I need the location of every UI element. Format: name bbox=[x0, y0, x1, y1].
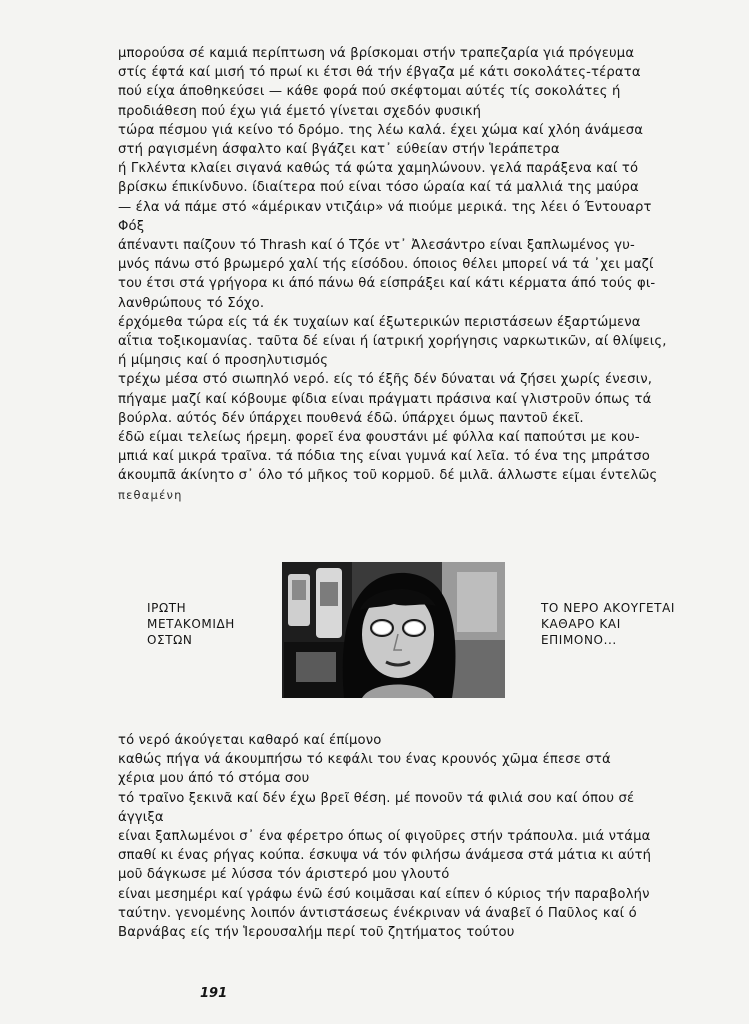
text-line: άγγιξα bbox=[118, 809, 164, 825]
caption-left bbox=[147, 600, 267, 648]
text-line: καθώς πήγα νά άκουμπήσω τό κεφάλι του ένας κρουνός χῶμα έπεσε στά bbox=[118, 752, 611, 768]
bottom-text-block bbox=[118, 731, 722, 942]
text-line: πού είχα άποθηκεύσει — κάθε φορά πού σκέφτομαι αύτές τίς σοκολάτες ή bbox=[118, 84, 621, 100]
text-line: ταύτην. γενομένης λοιπόν άντιστάσεως ένέκριναν νά άναβεῖ ό Παῦλος καί ό bbox=[118, 905, 637, 921]
caption-line: ΤΟ ΝΕΡΟ ΑΚΟΥΓΕΤΑΙ bbox=[541, 601, 676, 615]
page-number: 191 bbox=[200, 986, 228, 1001]
text-line: — έλα νά πάμε στό «άμέρικαν ντιζάιρ» νά πιούμε μερικά. της λέει ό Έντουαρτ bbox=[118, 199, 652, 215]
text-line: μνός πάνω στό βρωμερό χαλί τής είσόδου. όποιος θέλει μπορεί νά τά ᾽χει μαζί bbox=[118, 257, 654, 273]
text-line: βρίσκω έπικίνδυνο. ίδιαίτερα πού είναι τόσο ώραία καί τά μαλλιά της μαύρα bbox=[118, 180, 639, 196]
caption-line: ΚΑΘΑΡΟ ΚΑΙ bbox=[541, 617, 621, 631]
text-line: αΐτια τοξικομανίας. ταῦτα δέ είναι ή ίατρική χορήγησις ναρκωτικῶν, αί θλίψεις, bbox=[118, 334, 667, 350]
text-line: έρχόμεθα τώρα είς τά έκ τυχαίων καί έξωτερικών περιστάσεων έξαρτώμενα bbox=[118, 314, 641, 330]
text-line: Βαρνάβας είς τήν Ἱερουσαλήμ περί τοῦ ζητήματος τούτου bbox=[118, 925, 515, 941]
text-line: σπαθί κι ένας ρήγας κούπα. έσκυψα νά τόν φιλήσω άνάμεσα στά μάτια κι αύτή bbox=[118, 848, 652, 864]
text-line: μπορούσα σέ καμιά περίπτωση νά βρίσκομαι στήν τραπεζαρία γιά πρόγευμα bbox=[118, 46, 635, 61]
text-line: Φόξ bbox=[118, 218, 145, 234]
text-line: τό νερό άκούγεται καθαρό καί έπίμονο bbox=[118, 733, 382, 748]
text-line: πήγαμε μαζί καί κόβουμε φίδια είναι πράγματι πράσινα καί γλιστροῦν όπως τά bbox=[118, 391, 652, 407]
handwritten-word: πεθαμένη bbox=[118, 487, 183, 502]
caption-line: ΟΣΤΩΝ bbox=[147, 633, 193, 647]
caption-line: ΕΠΙΜΟΝΟ... bbox=[541, 633, 617, 647]
text-line: άκουμπᾶ άκίνητο σ᾽ όλο τό μῆκος τοῦ κορμοῦ. δέ μιλᾶ. άλλωστε είμαι έντελῶς bbox=[118, 468, 658, 484]
text-line: ή Γκλέντα κλαίει σιγανά καθώς τά φώτα χαμηλώνουν. γελά παράξενα καί τό bbox=[118, 161, 639, 177]
text-line: στή ραγισμένη άσφαλτο καί βγάζει κατ᾽ εύθείαν στήν Ἱεράπετρα bbox=[118, 142, 560, 158]
text-line: είναι μεσημέρι καί γράφω ένῶ έσύ κοιμᾶσαι καί είπεν ό κύριος τήν παραβολήν bbox=[118, 886, 650, 902]
text-line: του έτσι στά γρήγορα κι άπό πάνω θά είσπράξει καί κάτι κέρματα άπό τούς φι- bbox=[118, 276, 656, 292]
text-line: τώρα πέσμου γιά κείνο τό δρόμο. της λέω καλά. έχει χώμα καί χλόη άνάμεσα bbox=[118, 122, 644, 138]
text-line: βούρλα. αύτός δέν ύπάρχει πουθενά έδῶ. ύπάρχει όμως παντοῦ έκεῖ. bbox=[118, 410, 584, 426]
text-line: μπιά καί μικρά τραῖνα. τά πόδια της είναι γυμνά καί λεῖα. τό ένα της μπράτσο bbox=[118, 449, 651, 465]
text-line: έδῶ είμαι τελείως ήρεμη. φορεῖ ένα φουστάνι μέ φύλλα καί παπούτσι με κου- bbox=[118, 430, 640, 446]
text-line: ή μίμησις καί ό προσηλυτισμός bbox=[118, 353, 329, 369]
caption-line: ΜΕΤΑΚΟΜΙΔΗ bbox=[147, 617, 235, 631]
portrait-photo bbox=[282, 562, 505, 698]
text-line: είναι ξαπλωμένοι σ᾽ ένα φέρετρο όπως οί φιγοῦρες στήν τράπουλα. μιά ντάμα bbox=[118, 829, 651, 845]
text-line: άπέναντι παίζουν τό Thrash καί ό Τζόε ντ᾽ Ἀλεσάντρο είναι ξαπλωμένος γυ- bbox=[118, 238, 635, 254]
text-line: προδιάθεση πού έχω γιά έμετό γίνεται σχεδόν φυσική bbox=[118, 103, 482, 119]
caption-line: ΙΡΩΤΗ bbox=[147, 601, 187, 615]
top-text-block bbox=[118, 44, 722, 505]
portrait-illustration bbox=[282, 562, 505, 698]
text-line: τό τραῖνο ξεκινᾶ καί δέν έχω βρεῖ θέση. μέ πονοῦν τά φιλιά σου καί όπου σέ bbox=[118, 790, 635, 806]
text-line: λανθρώπους τό Σόχο. bbox=[118, 295, 265, 311]
text-line: μοῦ δάγκωσε μέ λύσσα τόν άριστερό μου γλουτό bbox=[118, 867, 450, 883]
caption-right bbox=[541, 600, 721, 648]
text-line: στίς έφτά καί μισή τό πρωί κι έτσι θά τήν έβγαζα μέ κάτι σοκολάτες-τέρατα bbox=[118, 65, 641, 81]
text-line: χέρια μου άπό τό στόμα σου bbox=[118, 771, 310, 787]
text-line: τρέχω μέσα στό σιωπηλό νερό. είς τό έξῆς δέν δύναται νά ζήσει χωρίς ένεσιν, bbox=[118, 372, 653, 388]
